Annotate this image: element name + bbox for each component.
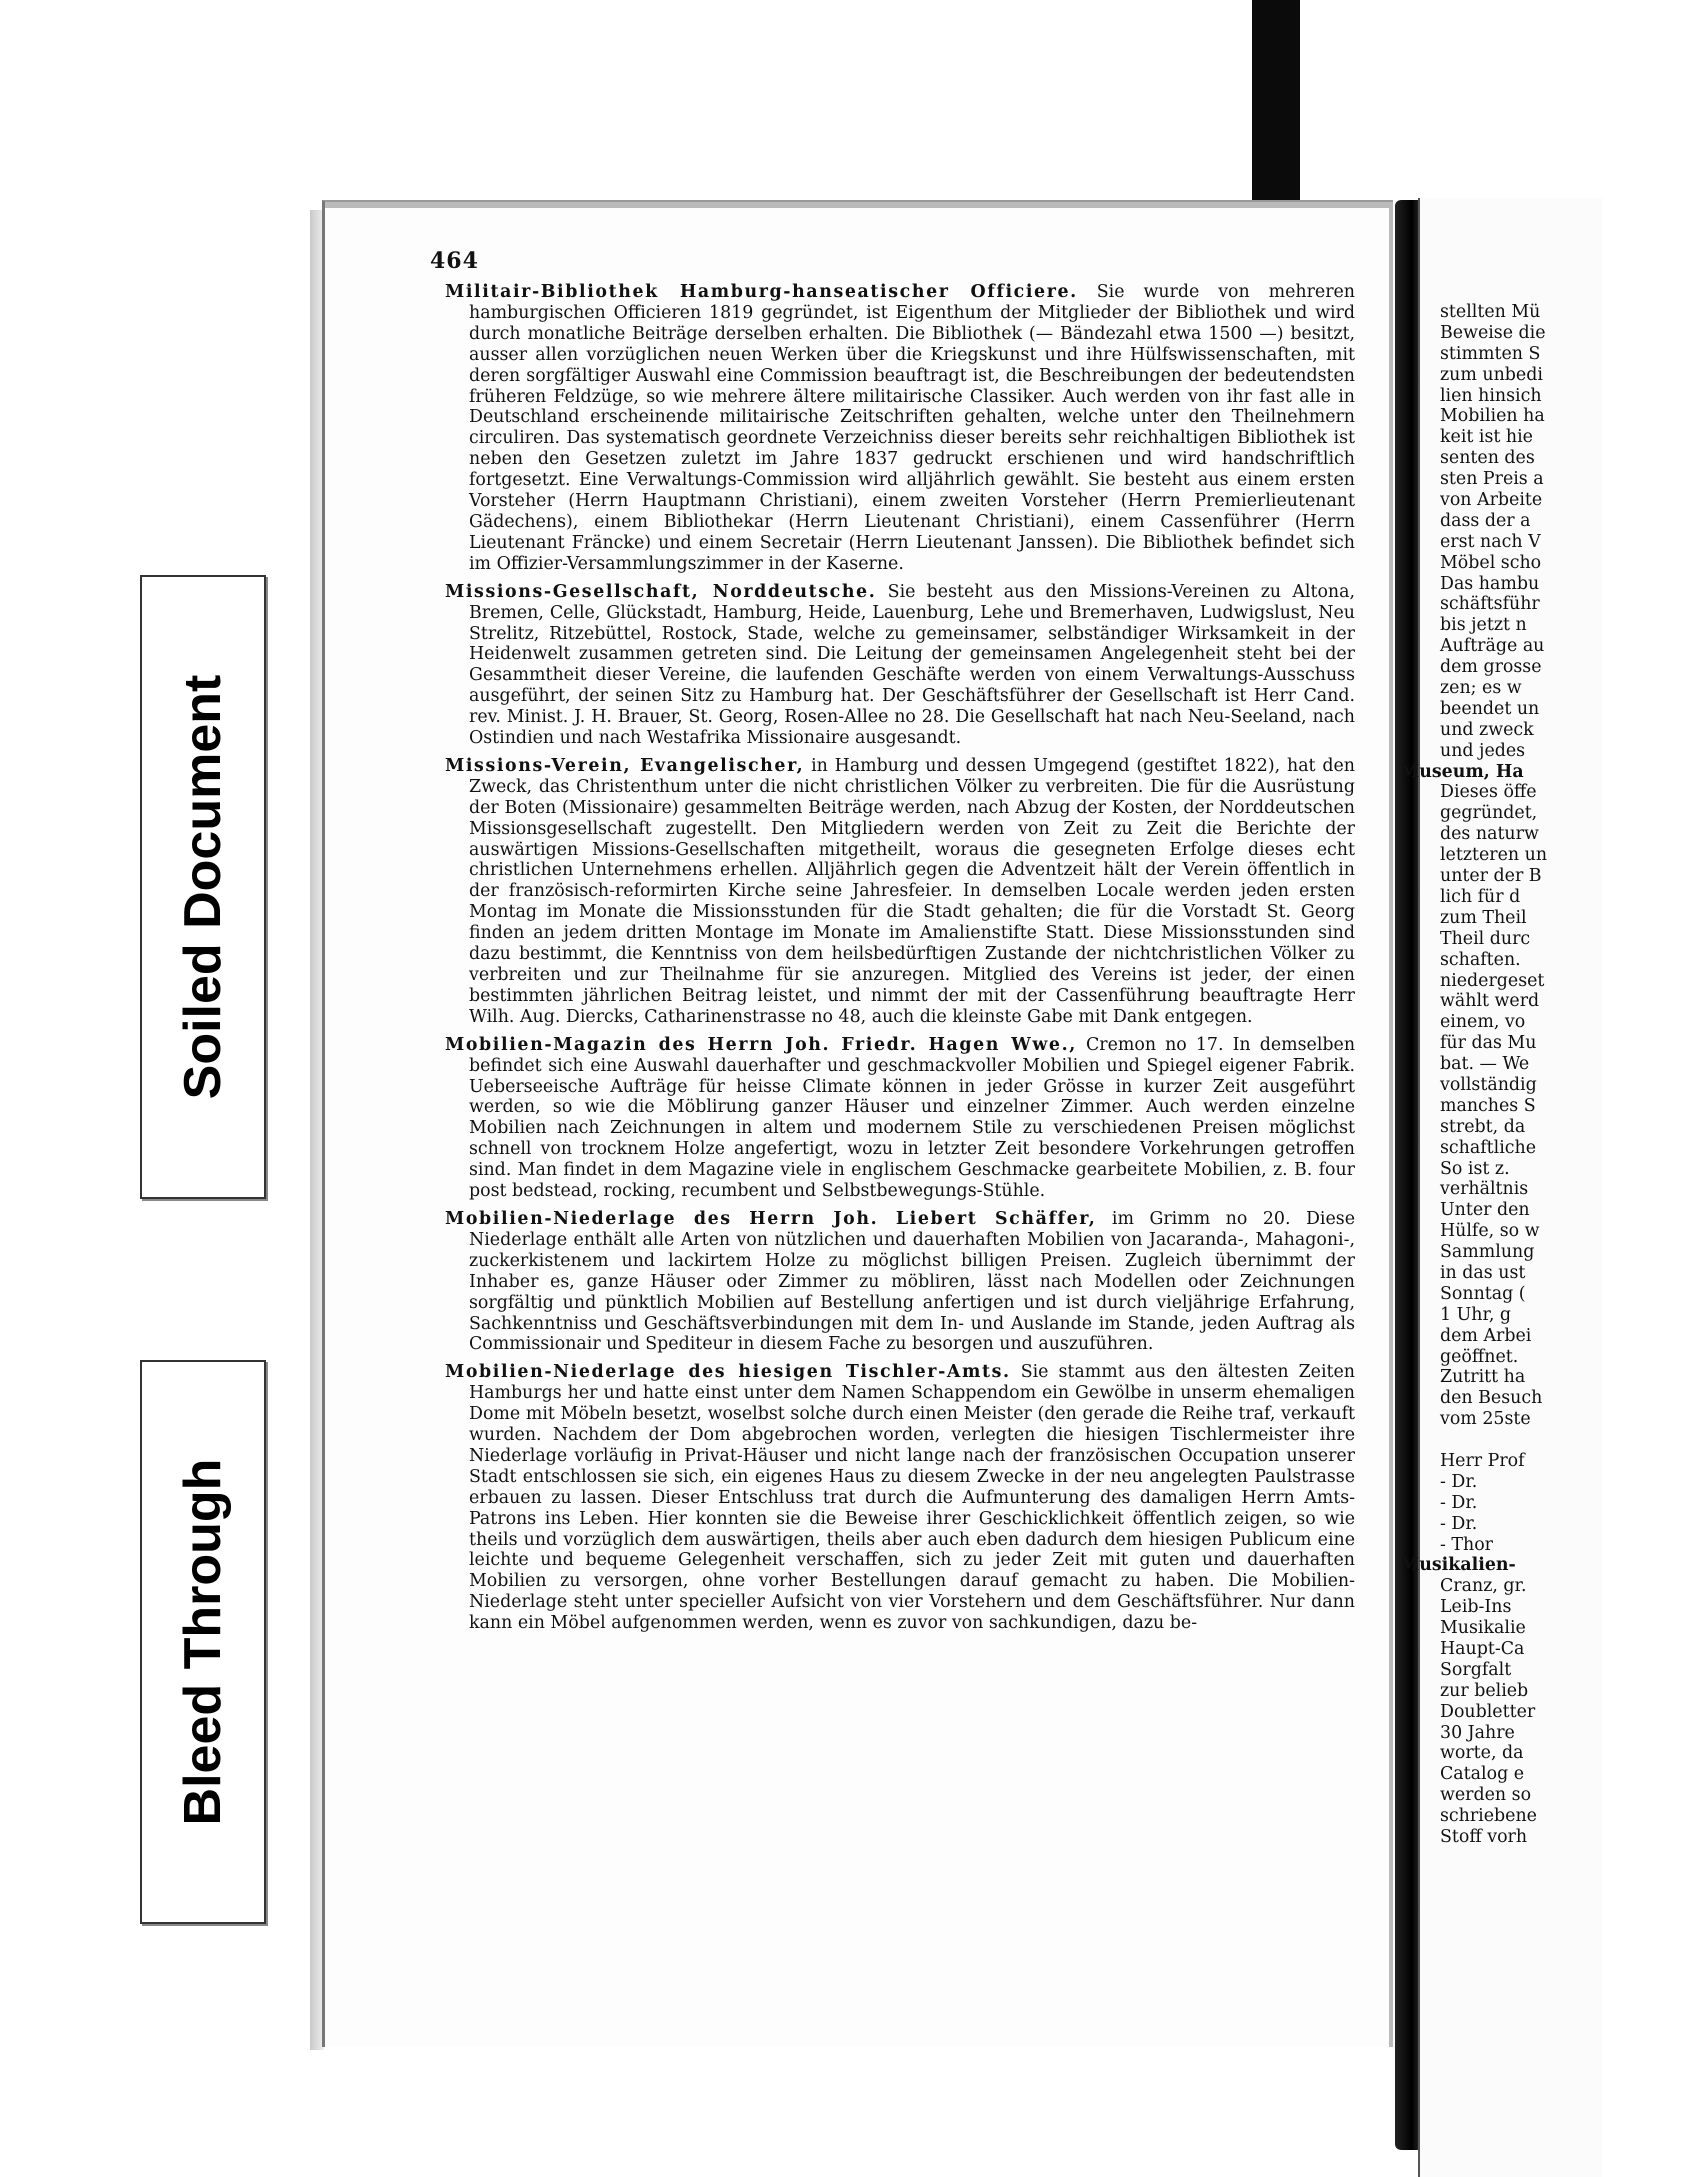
right-page-line: einem, vo	[1440, 1012, 1526, 1033]
soiled-document-label	[140, 575, 266, 1199]
right-page-line: schriebene	[1440, 1806, 1537, 1827]
entry-text: Sie besteht aus den Missions-Vereinen zu Altona, Bremen, Celle, Glückstadt, Hamburg, Heide, Lauenburg, Lehe und Bremerhaven, Ludwigslust, Neu Strelitz, Ritzebüttel, Rostock, Stade, welche zu gemeinsamer, selbständiger Wirksamkeit in der Heidenwelt zusammen getreten sind. Die Leitung der gemeinsamen Angelegenheit steht bei der Gesammtheit dieser Vereine, die laufenden Geschäfte werden von einem Verwaltungs-Ausschuss ausgeführt, der seinen Sitz zu Hamburg hat. Der Geschäftsführer der Gesellschaft ist Herr Cand. rev. Minist. J. H. Brauer, St. Georg, Rosen-Allee no 28. Die Gesellschaft hat nach Neu-Seeland, nach Ostindien und nach Westafrika Missionaire ausgesandt.	[469, 581, 1356, 749]
right-page-line: keit ist hie	[1440, 427, 1533, 448]
entry	[445, 1362, 1355, 1634]
right-page-line: sten Preis a	[1440, 469, 1544, 490]
right-page-line: Sonntag (	[1440, 1283, 1526, 1304]
right-page-line: in das ust	[1440, 1262, 1526, 1283]
right-page-line: So ist z.	[1440, 1158, 1510, 1179]
bleed-through-label	[140, 1360, 266, 1924]
right-page-line: Musikalien-	[1400, 1555, 1516, 1576]
entry-text: in Hamburg und dessen Umgegend (gestiftet 1822), hat den Zweck, das Christenthum unter die nicht christlichen Völker zu verbreiten. Die für die Ausrüstung der Boten (Missionaire) gesammelten Beiträge werden, nach Abzug der Kosten, der Norddeutschen Missionsgesellschaft zugestellt. Den Mitgliedern werden von Zeit zu Zeit die Berichte der auswärtigen Missions-Gesellschaften mitgetheilt, woraus die gesegneten Erfolge dieses echt christlichen Unternehmens erhellen. Alljährlich gegen die Adventzeit hält der Verein öffentlich in der französisch-reformirten Kirche seine Jahresfeier. In demselben Locale werden jeden ersten Montag im Monate die Missionsstunden für die Stadt gehalten; die für die Vorstadt St. Georg finden an jedem dritten Montage im Monate im Amalienstifte Statt. Diese Missionsstunden sind dazu bestimmt, die Kenntniss von dem heilsbedürftigen Zustande der nichtchristlichen Völker zu verbreiten und zur Theilnahme für sie anzuregen. Mitglied des Vereins ist jeder, der einen bestimmten jährlichen Beitrag leistet, und nimmt der mit der Cassenführung beauftragte Herr Wilh. Aug. Diercks, Catharinenstrasse no 48, auch die kleinste Gabe mit Dank entgegen.	[469, 755, 1355, 1027]
right-page-line: zen; es w	[1440, 678, 1522, 699]
right-page-line: zur belieb	[1440, 1680, 1529, 1701]
right-page-text	[1400, 302, 1700, 1848]
right-page-line: stellten Mü	[1440, 302, 1541, 322]
right-page-line: senten des	[1440, 448, 1535, 469]
right-page-line: bat. — We	[1440, 1054, 1530, 1075]
right-page-line	[1440, 1430, 1700, 1451]
right-page-line: Musikalie	[1440, 1618, 1526, 1639]
right-page-line: Herr Prof	[1440, 1450, 1525, 1471]
right-page-line: schaften.	[1440, 949, 1521, 970]
entry-text: Cremon no 17. In demselben befindet sich eine Auswahl dauerhafter und geschmackvoller Mobilien und Spiegel eigener Fabrik. Ueberseeische Aufträge für heisse Climate können in jeder Grösse in kurzer Zeit ausgeführt werden, so wie die Möblirung ganzer Häuser und einzelner Zimmer. Auch werden einzelne Mobilien nach Zeichnungen in altem und modernem Stile zu verschiedenen Preisen möglichst schnell von trocknem Holze angefertigt, wozu in letzter Zeit besondere Vorkehrungen getroffen sind. Man findet in dem Magazine viele in englischem Geschmacke gearbeitete Mobilien, z. B. four post bedstead, rocking, recumbent und Selbstbewegungs-Stühle.	[469, 1034, 1356, 1202]
right-page-line: - Thor	[1440, 1534, 1493, 1555]
entry-headword: Mobilien-Magazin des Herrn Joh. Friedr. Hagen Wwe.,	[445, 1034, 1077, 1055]
entry-headword: Missions-Gesellschaft, Norddeutsche.	[445, 581, 877, 602]
right-page-line: lich für d	[1440, 886, 1521, 907]
right-page-line: unter der B	[1440, 866, 1542, 887]
right-page-line: vollständig	[1440, 1074, 1537, 1095]
right-page-line: und jedes	[1440, 740, 1526, 761]
right-page-line: von Arbeite	[1440, 490, 1543, 511]
entry	[445, 1035, 1355, 1202]
scan-black-strip	[1252, 0, 1300, 200]
right-page-line: Theil durc	[1440, 928, 1531, 949]
right-page-line: 1 Uhr, g	[1440, 1304, 1512, 1325]
entry-headword: Mobilien-Niederlage des Herrn Joh. Liebert Schäffer,	[445, 1208, 1097, 1229]
right-page-line: schäftsführ	[1440, 594, 1540, 615]
right-page-line: zum unbedi	[1440, 364, 1543, 385]
right-page-line: zum Theil	[1440, 907, 1527, 928]
right-page-line: letzteren un	[1440, 845, 1548, 866]
right-page	[1400, 198, 1602, 2177]
right-page-line: erst nach V	[1440, 531, 1541, 552]
text-column	[445, 282, 1355, 1641]
right-page-line: lien hinsich	[1440, 385, 1542, 406]
right-page-line: - Dr.	[1440, 1471, 1478, 1492]
right-page-line: vom 25ste	[1440, 1409, 1531, 1430]
right-page-line: Unter den	[1440, 1200, 1530, 1221]
right-page-line: Museum, Ha	[1400, 761, 1524, 782]
right-page-line: 30 Jahre	[1440, 1722, 1515, 1743]
right-page-line: werden so	[1440, 1785, 1532, 1806]
entry-text: Sie wurde von mehreren hamburgischen Officieren 1819 gegründet, ist Eigenthum der Mitglieder der Bibliothek und wird durch monatliche Beiträge derselben erhalten. Die Bibliothek (— Bändezahl etwa 1500 —) besitzt, ausser allen vorzüglichen neuen Werken über die Kriegskunst und ihre Hülfswissenschaften, mit deren sorgfältiger Auswahl eine Commission beauftragt ist, die Beschreibungen der bedeutendsten früheren Feldzüge, so wie mehrere ältere militairische Classiker. Auch werden von ihr fast alle in Deutschland erscheinende militairische Zeitschriften gehalten, welche unter den Theilnehmern circuliren. Das systematisch geordnete Verzeichniss dieser bereits sehr reichhaltigen Bibliothek ist neben den Gesetzen zuletzt im Jahre 1837 gedruckt erschienen und wird handschriftlich fortgesetzt. Eine Verwaltungs-Commission wird alljährlich gewählt. Sie besteht aus einem ersten Vorsteher (Herrn Hauptmann Christiani), einem zweiten Vorsteher (Herrn Premierlieutenant Gädechens), einem Bibliothekar (Herrn Lieutenant Christiani), einem Cassenführer (Herrn Lieutenant Fräncke) und einem Secretair (Herrn Lieutenant Janssen). Die Bibliothek befindet sich im Offizier-Versammlungszimmer in der Kaserne.	[469, 282, 1356, 574]
right-page-line: Das hambu	[1440, 573, 1540, 594]
right-page-line: wählt werd	[1440, 991, 1540, 1012]
entry-text: im Grimm no 20. Diese Niederlage enthält alle Arten von nützlichen und dauerhaften Mobilien von Jacaranda-, Mahagoni-, zuckerkistenem und lackirtem Holze zu möglichst billigen Preisen. Zugleich übernimmt der Inhaber es, ganze Häuser oder Zimmer zu möbliren, lässt nach Modellen oder Zeichnungen sorgfältig und pünktlich Mobilien auf Bestellung anfertigen und ist durch vieljährige Erfahrung, Sachkenntniss und Geschäftsverbindungen mit dem In- und Auslande im Stande, jeden Auftrag als Commissionair und Spediteur in diesem Fache zu besorgen und auszuführen.	[469, 1208, 1355, 1355]
right-page-line: dem Arbei	[1440, 1325, 1532, 1346]
right-page-line: stimmten S	[1440, 343, 1541, 364]
entry-text: Sie stammt aus den ältesten Zeiten Hamburgs her und hatte einst unter dem Namen Schappendom ein Gewölbe in unserm ehemaligen Dome mit Möbeln besetzt, woselbst solche durch einen Meister (den gerade die Reihe traf, verkauft wurden. Nachdem der Dom abgebrochen worden, verlegten die hiesigen Tischlermeister ihre Niederlage vorläufig in Privat-Häuser und nicht lange nach der französischen Occupation unserer Stadt entschlossen sie sich, ein eigenes Haus zu diesem Zwecke in der neu angelegten Paulstrasse erbauen zu lassen. Dieser Entschluss trat durch die Aufmunterung des damaligen Herrn Amts-Patrons ins Leben. Hier konnten sie die Beweise ihrer Geschicklichkeit öffentlich zeigen, so wie theils und vorzüglich dem auswärtigen, theils aber auch eben dadurch dem hiesigen Publicum eine leichte und bequeme Gelegenheit verschaffen, sich zu jeder Zeit mit guten und dauerhaften Mobilien zu versorgen, ohne vorher Bestellungen darauf gemacht zu haben. Die Mobilien-Niederlage steht unter specieller Aufsicht von vier Vorstehern und dem Geschäftsführer. Nur dann kann ein Möbel aufgenommen werden, wenn es zuvor von sachkundigen, dazu be-	[469, 1362, 1355, 1634]
right-page-line: Haupt-Ca	[1440, 1639, 1525, 1659]
right-page-line: niedergeset	[1440, 970, 1545, 991]
soiled-document-text: Soiled Document	[174, 674, 232, 1100]
right-page-line: Aufträge au	[1440, 636, 1545, 657]
right-page-line: Hülfe, so w	[1440, 1221, 1540, 1242]
right-page-line: gegründet,	[1440, 803, 1538, 824]
right-page-line: für das Mu	[1440, 1033, 1537, 1054]
right-page-line: des naturw	[1440, 824, 1539, 845]
right-page-line: manches S	[1440, 1095, 1536, 1116]
right-page-line: Möbel scho	[1440, 552, 1542, 573]
entry	[445, 582, 1355, 749]
right-page-line: beendet un	[1440, 698, 1540, 719]
right-page-line: Beweise die	[1440, 322, 1546, 343]
right-page-line: Leib-Ins	[1440, 1597, 1512, 1618]
entry-headword: Mobilien-Niederlage des hiesigen Tischler-Amts.	[445, 1362, 1011, 1383]
right-page-line: Zutritt ha	[1440, 1367, 1526, 1388]
right-page-line: Dieses öffe	[1440, 782, 1537, 803]
right-page-line: Sorgfalt	[1440, 1659, 1512, 1680]
right-page-line: und zweck	[1440, 719, 1534, 740]
entry-headword: Militair-Bibliothek Hamburg-hanseatischer Officiere.	[445, 282, 1078, 302]
right-page-line: verhältnis	[1440, 1179, 1529, 1200]
right-page-line: Cranz, gr.	[1440, 1576, 1527, 1597]
right-page-line: schaftliche	[1440, 1137, 1537, 1158]
right-page-line: - Dr.	[1440, 1492, 1478, 1513]
right-page-line: Sammlung	[1440, 1242, 1535, 1263]
right-page-line: worte, da	[1440, 1743, 1524, 1764]
right-page-line: - Dr.	[1440, 1513, 1478, 1534]
right-page-line: dem grosse	[1440, 657, 1542, 678]
right-page-line: Doubletter	[1440, 1701, 1536, 1722]
entry	[445, 756, 1355, 1028]
right-page-line: strebt, da	[1440, 1116, 1526, 1137]
entry-headword: Missions-Verein, Evangelischer,	[445, 755, 805, 776]
bleed-through-text: Bleed Through	[174, 1458, 232, 1826]
right-page-line: Mobilien ha	[1440, 406, 1545, 427]
right-page-line: den Besuch	[1440, 1388, 1543, 1409]
right-page-line: Catalog e	[1440, 1764, 1525, 1785]
right-page-line: Stoff vorh	[1440, 1827, 1528, 1848]
entry	[445, 282, 1355, 575]
right-page-line: geöffnet.	[1440, 1346, 1519, 1367]
page-number: 464	[430, 248, 479, 274]
right-page-line: dass der a	[1440, 510, 1531, 531]
right-page-line: bis jetzt n	[1440, 615, 1527, 636]
entry	[445, 1209, 1355, 1355]
